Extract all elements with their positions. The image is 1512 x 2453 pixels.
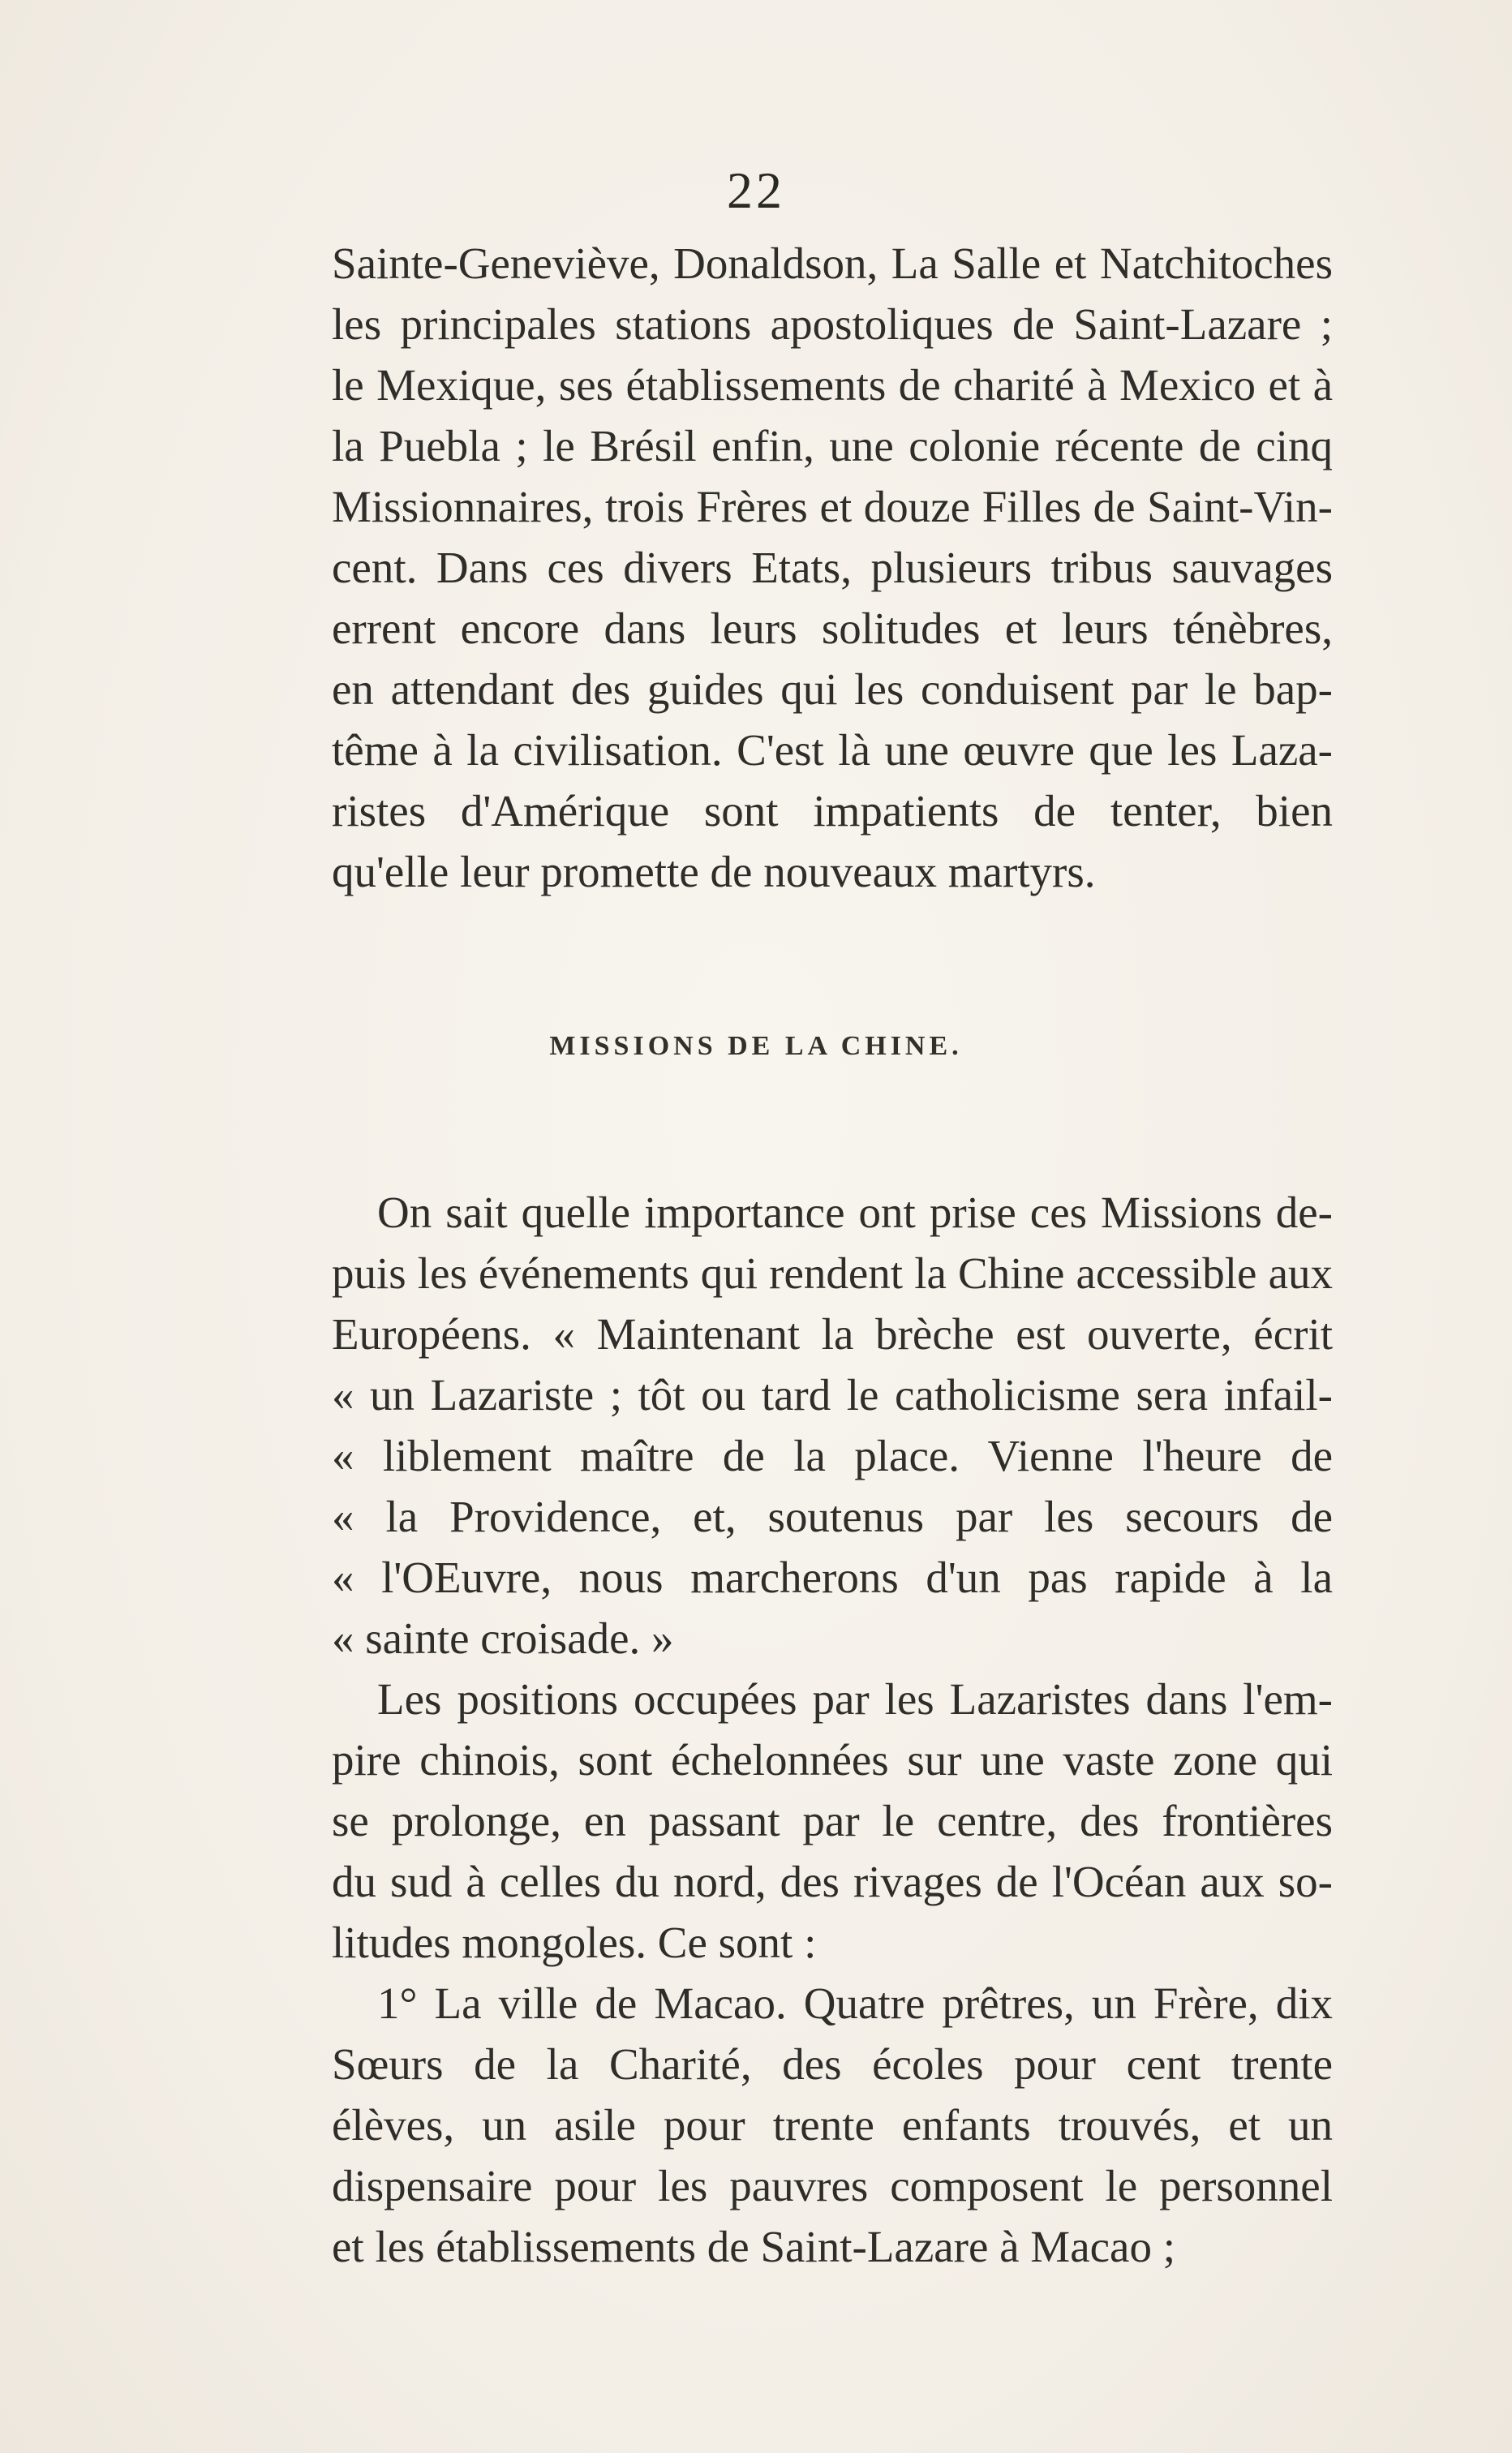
text-line: cent. Dans ces divers Etats, plusieurs tribus sauvages	[332, 543, 1333, 592]
text-line: ristes d'Amérique sont impatients de tenter, bien	[332, 786, 1333, 836]
text-line: litudes mongoles. Ce sont :	[332, 1918, 817, 1967]
text-line: « l'OEuvre, nous marcherons d'un pas rapide à la	[332, 1553, 1333, 1602]
text-line: les principales stations apostoliques de Saint-Lazare ;	[332, 299, 1333, 349]
text-line: 1° La ville de Macao. Quatre prêtres, un Frère, dix	[377, 1978, 1333, 2028]
text-line: le Mexique, ses établissements de charité à Mexico et à	[332, 360, 1333, 410]
text-line: « un Lazariste ; tôt ou tard le catholicisme sera infail-	[332, 1370, 1333, 1420]
text-line: se prolonge, en passant par le centre, des frontières	[332, 1796, 1333, 1845]
text-line: Missionnaires, trois Frères et douze Filles de Saint-Vin-	[332, 482, 1333, 531]
text-line: « liblement maître de la place. Vienne l'heure de	[332, 1431, 1333, 1480]
text-line: élèves, un asile pour trente enfants trouvés, et un	[332, 2100, 1333, 2150]
text-line: pire chinois, sont échelonnées sur une vaste zone qui	[332, 1735, 1333, 1785]
text-line: puis les événements qui rendent la Chine accessible aux	[332, 1248, 1333, 1298]
text-line: On sait quelle importance ont prise ces Missions de-	[377, 1188, 1333, 1237]
text-line: en attendant des guides qui les conduisent par le bap-	[332, 664, 1333, 714]
text-line: et les établissements de Saint-Lazare à Macao ;	[332, 2222, 1175, 2271]
text-line: du sud à celles du nord, des rivages de l'Océan aux so-	[332, 1857, 1333, 1906]
section-heading: MISSIONS DE LA CHINE.	[549, 1031, 963, 1061]
text-line: « sainte croisade. »	[332, 1613, 674, 1663]
text-line: dispensaire pour les pauvres composent le personnel	[332, 2161, 1333, 2210]
text-line: tême à la civilisation. C'est là une œuvre que les Laza-	[332, 725, 1333, 775]
text-line: Européens. « Maintenant la brèche est ouverte, écrit	[332, 1309, 1333, 1359]
text-line: la Puebla ; le Brésil enfin, une colonie récente de cinq	[332, 421, 1333, 470]
text-line: « la Providence, et, soutenus par les secours de	[332, 1492, 1333, 1541]
text-line: Sœurs de la Charité, des écoles pour cent trente	[332, 2039, 1333, 2089]
page-number: 22	[727, 161, 785, 219]
text-line: Sainte-Geneviève, Donaldson, La Salle et Natchitoches	[332, 238, 1333, 288]
text-line: errent encore dans leurs solitudes et leurs ténèbres,	[332, 604, 1333, 653]
text-line: qu'elle leur promette de nouveaux martyrs.	[332, 847, 1096, 896]
text-line: Les positions occupées par les Lazaristes dans l'em-	[377, 1674, 1333, 1724]
